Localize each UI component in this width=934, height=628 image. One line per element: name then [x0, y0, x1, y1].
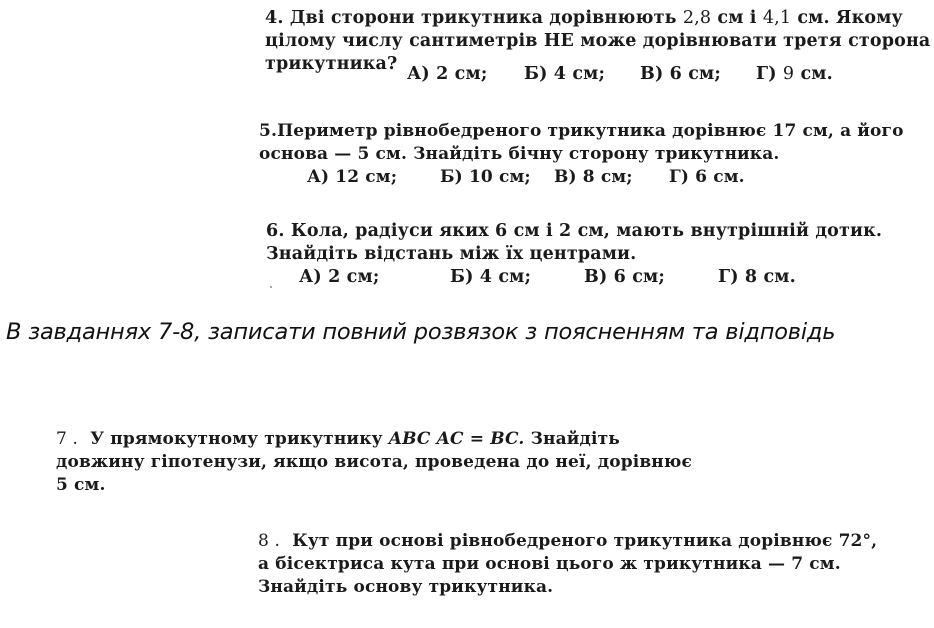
question-5-options — [259, 166, 904, 189]
option-letter: А) — [307, 167, 330, 187]
scan-artifact — [270, 286, 272, 288]
question-6-line-1 — [266, 220, 882, 243]
question-8-text: Кут при основі рівнобедреного трикутника дорівнює 72°, — [292, 531, 878, 551]
option-value: 6 см; — [669, 64, 721, 84]
option-letter: В) — [584, 267, 608, 287]
option-value: 4 см; — [553, 64, 606, 84]
question-7-math: ABC AC = BC. — [388, 429, 525, 449]
question-6-line-2: Знайдіть відстань між їх центрами. — [266, 244, 637, 264]
question-5-line-1 — [259, 120, 904, 143]
option-letter: Г) — [669, 167, 690, 187]
question-4-option-b — [524, 63, 605, 86]
question-5-number: 5. — [259, 121, 278, 141]
question-6-option-b — [450, 266, 531, 289]
question-5-option-a — [307, 166, 397, 189]
question-5-option-c — [554, 166, 633, 189]
question-4-line-2: цілому числу сантиметрів НЕ може дорівнювати третя сторона — [265, 31, 931, 51]
question-5 — [259, 120, 904, 189]
option-value: 12 см; — [335, 167, 398, 187]
option-letter: В) — [640, 64, 664, 84]
question-6-option-c — [584, 266, 665, 289]
question-4 — [265, 7, 931, 84]
question-8 — [258, 530, 877, 599]
question-4-text-a: Дві сторони трикутника дорівнюють — [289, 8, 677, 28]
option-value: 2 см; — [436, 64, 488, 84]
question-5-text: Периметр рівнобедреного трикутника дорівнює 17 см, а його — [277, 121, 904, 141]
question-8-number: 8 . — [258, 531, 281, 551]
option-value: 6 см. — [695, 167, 745, 187]
option-value: 8 см; — [582, 167, 633, 187]
question-4-value-1: 2,8 — [682, 8, 712, 28]
option-value: 6 см; — [613, 267, 665, 287]
question-7-line-2: довжину гіпотенузи, якщо висота, проведена до неї, дорівнює — [56, 452, 692, 472]
question-4-text-c: см. Якому — [797, 8, 903, 28]
question-4-continuation: трикутника? — [265, 54, 398, 74]
option-value: 2 см; — [328, 267, 380, 287]
question-7-number: 7 . — [56, 429, 79, 449]
question-4-number: 4. — [265, 8, 284, 28]
option-letter: А) — [299, 267, 322, 287]
question-6-number: 6. — [266, 221, 285, 241]
question-4-option-a — [407, 63, 487, 86]
option-letter: Г) — [718, 267, 739, 287]
question-6 — [266, 220, 882, 289]
question-4-value-2: 4,1 — [762, 8, 792, 28]
option-letter: А) — [407, 64, 430, 84]
instruction-text: В завданнях 7-8, записати повний розвязок з поясненням та відповідь — [6, 319, 836, 345]
question-7-line-1 — [56, 428, 692, 451]
option-letter: Г) — [756, 64, 777, 84]
question-4-text-b: см і — [717, 8, 757, 28]
option-letter: Б) — [524, 64, 548, 84]
question-4-option-d — [756, 63, 833, 86]
question-8-line-1 — [258, 530, 877, 553]
question-5-line-2: основа — 5 см. Знайдіть бічну сторону трикутника. — [259, 144, 780, 164]
question-4-line-1 — [265, 7, 930, 30]
question-4-option-c — [640, 63, 721, 86]
option-value: 9 — [782, 64, 795, 84]
question-6-option-a — [299, 266, 379, 289]
option-unit: см. — [800, 64, 833, 84]
question-5-option-b — [440, 166, 531, 189]
question-6-option-d — [718, 266, 796, 289]
option-letter: Б) — [450, 267, 474, 287]
question-4-line-3 — [265, 53, 930, 84]
question-7-text-a: У прямокутному трикутнику — [90, 429, 383, 449]
question-6-text: Кола, радіуси яких 6 см і 2 см, мають внутрішній дотик. — [290, 221, 883, 241]
option-value: 4 см; — [479, 267, 532, 287]
question-8-line-3: Знайдіть основу трикутника. — [258, 577, 554, 597]
question-6-options — [266, 266, 882, 289]
question-5-option-d — [669, 166, 745, 189]
option-letter: В) — [554, 167, 577, 187]
question-7-line-3: 5 см. — [56, 475, 106, 495]
option-value: 8 см. — [744, 267, 796, 287]
question-7 — [56, 428, 692, 497]
option-value: 10 см; — [468, 167, 531, 187]
option-letter: Б) — [440, 167, 463, 187]
question-7-text-b: Знайдіть — [530, 429, 620, 449]
question-8-line-2: а бісектриса кута при основі цього ж трикутника — 7 см. — [258, 554, 841, 574]
